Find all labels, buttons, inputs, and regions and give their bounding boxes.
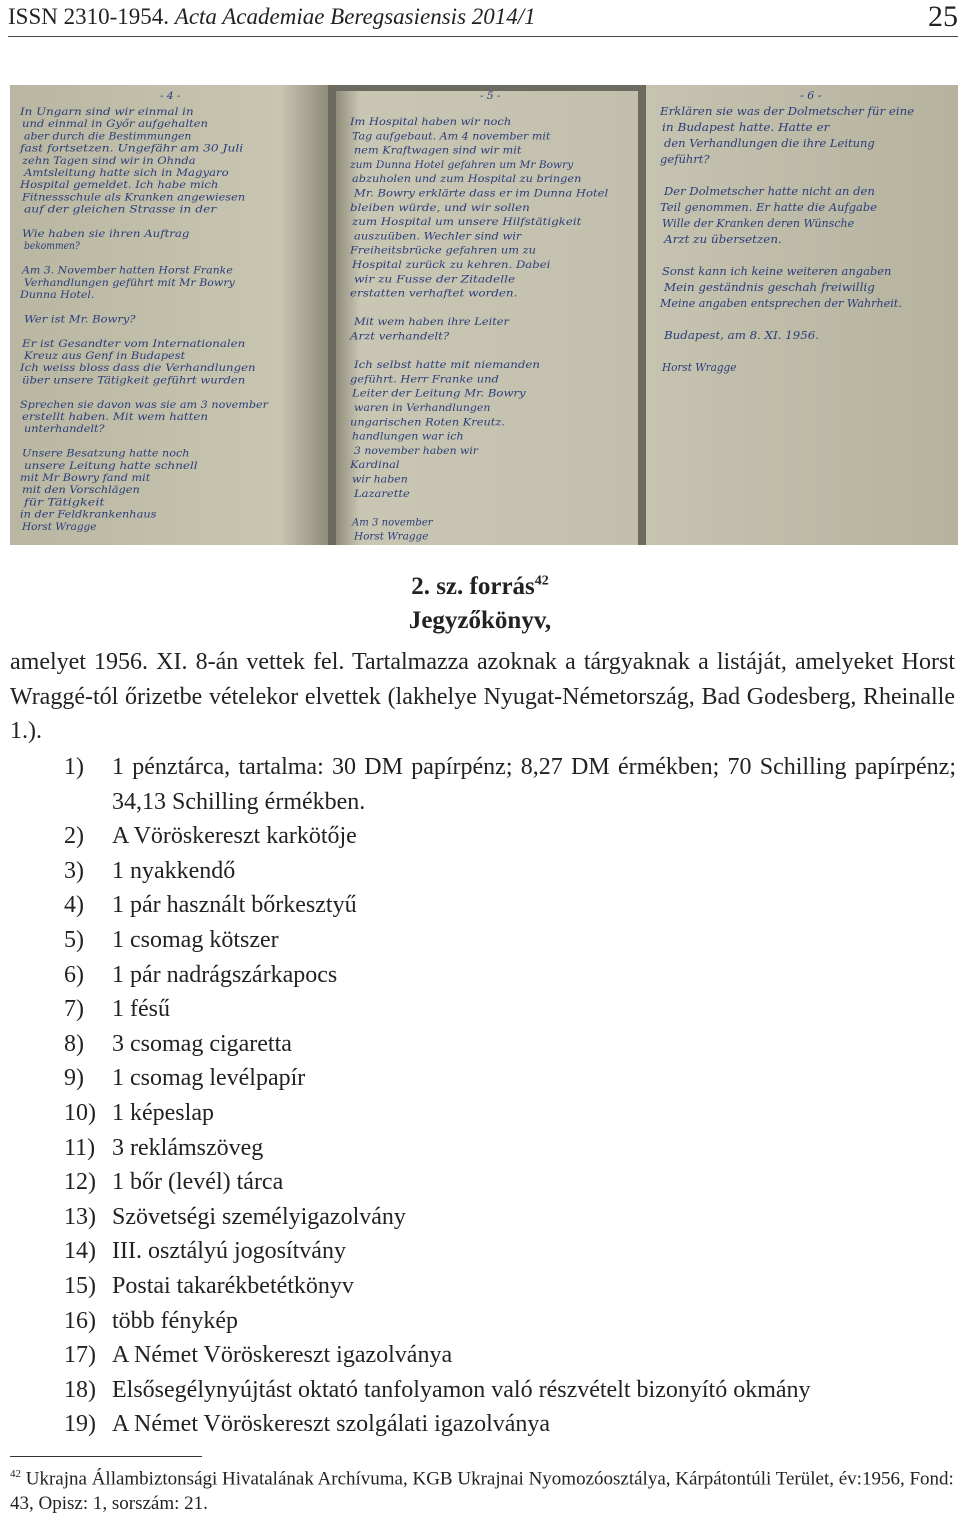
handwritten-line: Am 3. November hatten Horst Franke xyxy=(20,264,233,277)
item-text: A Vöröskereszt karkötője xyxy=(112,823,357,850)
list-item xyxy=(64,923,956,958)
handwritten-line: Wer ist Mr. Bowry? xyxy=(24,313,136,326)
item-text: III. osztályú jogosítvány xyxy=(112,1238,346,1265)
handwritten-line: 3 november haben wir xyxy=(354,444,480,457)
handwritten-line: Mit wem haben ihre Leiter xyxy=(352,316,511,329)
handwritten-line: Sonst kann ich keine weiteren angaben xyxy=(662,265,892,278)
handwritten-line: Lazarette xyxy=(352,487,410,500)
item-text: több fénykép xyxy=(112,1307,238,1334)
handwritten-line: Kardinal xyxy=(348,459,400,472)
handwritten-line: Kreuz aus Genf in Budapest xyxy=(22,350,187,362)
handwritten-document-photo xyxy=(10,85,958,545)
list-item xyxy=(64,1338,956,1373)
handwritten-line: in Budapest hatte. Hatte er xyxy=(662,121,831,134)
item-text: 1 pénztárca, tartalma: 30 DM papírpénz; 8,27 DM érmékben; 70 Schilling papírpénz; 34,13 Schilling érmékben. xyxy=(112,754,956,815)
source-number-text: 2. sz. forrás xyxy=(411,573,535,600)
handwritten-line: Sprechen sie davon was sie am 3 november xyxy=(20,398,270,411)
list-item xyxy=(64,1407,956,1442)
item-text: 1 bőr (levél) tárca xyxy=(112,1169,284,1196)
item-number: 5) xyxy=(64,926,84,953)
item-number: 15) xyxy=(64,1272,96,1299)
handwritten-line: unterhandelt? xyxy=(24,423,105,436)
item-text: 1 csomag levélpapír xyxy=(112,1065,306,1092)
handwritten-line: unsere Leitung hatte schnell xyxy=(24,459,198,472)
item-number: 1) xyxy=(64,754,84,780)
item-number: 7) xyxy=(64,996,84,1023)
handwritten-line: erstatten verhaftet worden. xyxy=(350,287,518,300)
manuscript-page-number: - 5 - xyxy=(480,90,501,102)
handwritten-line: waren in Verhandlungen xyxy=(354,402,491,414)
handwritten-line: Mr. Bowry erklärte dass er im Dunna Hotel xyxy=(352,187,609,200)
handwritten-line: für Tätigkeit xyxy=(22,496,106,509)
list-item xyxy=(64,750,956,819)
footnote-rule xyxy=(10,1456,202,1457)
list-item xyxy=(64,992,956,1027)
list-item xyxy=(64,854,956,889)
footnote-text: Ukrajna Állambiztonsági Hivatalának Archívuma, KGB Ukrajnai Nyomozóosztálya, Kárpátontúli Terület, év:1956, Fond: 43, Opisz: 1, sorszám: 21. xyxy=(10,1468,954,1515)
item-text: Szövetségi személyigazolvány xyxy=(112,1203,406,1230)
handwritten-line: Hospital zurück zu kehren. Dabei xyxy=(350,259,551,271)
handwritten-line: Fitnessschule als Kranken angewiesen xyxy=(20,191,246,204)
footnote xyxy=(10,1462,960,1516)
handwritten-line: zum Hospital um unsere Hilfstätigkeit xyxy=(350,216,583,229)
handwritten-line: den Verhandlungen die ihre Leitung xyxy=(664,137,875,150)
handwritten-line: Freiheitsbrücke gefahren um zu xyxy=(348,244,537,257)
handwritten-line: und einmal in Győr aufgehalten xyxy=(22,118,191,131)
list-item xyxy=(64,888,956,923)
item-number: 3) xyxy=(64,857,84,884)
item-text: A Német Vöröskereszt igazolványa xyxy=(112,1342,453,1369)
intro-paragraph: amelyet 1956. XI. 8-án vettek fel. Tartalmazza azoknak a tárgyaknak a listáját, amelyeket Horst Wraggé-tól őrizetbe vételekor elvettek (lakhelye Nyugat-Németország, Bad Godesberg, Rheinalle 1.). xyxy=(10,649,955,744)
handwritten-line: Unsere Besatzung hatte noch xyxy=(22,447,190,460)
handwritten-line: In Ungarn sind wir einmal in xyxy=(18,106,194,118)
handwritten-line: Am 3 november xyxy=(351,516,434,529)
item-number: 11) xyxy=(64,1134,96,1161)
handwritten-line: geführt. Herr Franke und xyxy=(350,373,500,386)
page-header xyxy=(8,2,958,36)
item-number: 4) xyxy=(64,892,84,919)
handwritten-line: Hospital gemeldet. Ich habe mich xyxy=(18,179,219,192)
item-text: 1 nyakkendő xyxy=(112,857,236,884)
handwritten-line: bleiben würde, und wir sollen xyxy=(350,201,531,214)
handwritten-line: nem Kraftwagen sind wir mit xyxy=(354,144,523,157)
handwritten-line: Verhandlungen geführt mit Mr Bowry xyxy=(24,276,236,289)
handwritten-line: abzuholen und zum Hospital zu bringen xyxy=(352,173,582,186)
document-title: Jegyzőkönyv, xyxy=(408,607,552,634)
item-text: Postai takarékbetétkönyv xyxy=(112,1272,354,1299)
handwritten-line: wir zu Fusse der Zitadelle xyxy=(354,273,516,286)
handwritten-line: ungarischen Roten Kreutz. xyxy=(350,416,505,429)
list-item xyxy=(64,1061,956,1096)
handwritten-line: fast fortsetzen. Ungefähr am 30 Juli xyxy=(18,142,244,155)
item-text: 1 pár nadrágszárkapocs xyxy=(112,961,338,988)
handwritten-line: Erklären sie was der Dolmetscher für eine xyxy=(658,105,915,118)
handwritten-line: Horst Wragge xyxy=(21,520,97,533)
handwritten-line: aber durch die Bestimmungen xyxy=(24,130,192,143)
handwritten-line: über unsere Tätigkeit geführt wurden xyxy=(22,374,246,387)
journal-line xyxy=(8,4,536,30)
handwritten-line: Teil genommen. Er hatte die Aufgabe xyxy=(660,201,878,214)
item-number: 8) xyxy=(64,1030,84,1057)
list-item xyxy=(64,1096,956,1131)
page-number: 25 xyxy=(928,0,958,33)
list-item xyxy=(64,1131,956,1166)
handwritten-line: in der Feldkrankenhaus xyxy=(20,508,158,521)
list-item xyxy=(64,1027,956,1062)
handwritten-line: zum Dunna Hotel gefahren um Mr Bowry xyxy=(348,158,575,171)
list-item xyxy=(64,1373,956,1408)
item-number: 14) xyxy=(64,1238,96,1265)
handwritten-line: mit den Vorschlägen xyxy=(22,484,141,497)
handwritten-line: wir haben xyxy=(352,473,409,486)
handwritten-line: Ich selbst hatte mit niemanden xyxy=(352,359,541,372)
handwritten-line: geführt? xyxy=(660,153,710,166)
handwritten-line: Tag aufgebaut. Am 4 november mit xyxy=(352,130,552,143)
handwritten-line: Budapest, am 8. XI. 1956. xyxy=(662,329,819,342)
handwritten-line: Mein geständnis geschah freiwillig xyxy=(662,281,875,294)
list-item xyxy=(64,1200,956,1235)
handwritten-line: mit Mr Bowry fand mit xyxy=(20,472,152,484)
handwritten-line: Leiter der Leitung Mr. Bowry xyxy=(350,387,527,400)
handwritten-line: erstellt haben. Mit wem hatten xyxy=(22,411,209,423)
handwritten-line: auszuüben. Wechler sind wir xyxy=(354,230,523,243)
item-text: 1 pár használt bőrkesztyű xyxy=(112,892,357,919)
handwritten-line: Amtsleitung hatte sich in Magyaro xyxy=(22,167,229,179)
item-text: 1 képeslap xyxy=(112,1099,214,1126)
header-rule xyxy=(8,36,958,37)
confiscated-items-list xyxy=(64,750,956,1442)
source-number xyxy=(0,573,960,601)
handwritten-line: Der Dolmetscher hatte nicht an den xyxy=(662,185,875,198)
item-number: 9) xyxy=(64,1065,84,1092)
handwritten-line: bekommen? xyxy=(24,240,81,253)
item-text: 3 csomag cigaretta xyxy=(112,1030,292,1057)
item-text: 1 fésű xyxy=(112,996,170,1023)
item-number: 10) xyxy=(64,1099,96,1126)
item-number: 18) xyxy=(64,1376,96,1403)
item-number: 6) xyxy=(64,961,84,988)
list-item xyxy=(64,1304,956,1339)
item-text: A Német Vöröskereszt szolgálati igazolványa xyxy=(112,1411,551,1438)
handwritten-line: Meine angaben entsprechen der Wahrheit. xyxy=(658,297,902,310)
footnote-ref: 42 xyxy=(534,573,549,589)
list-item xyxy=(64,1234,956,1269)
handwritten-line: Horst Wragge xyxy=(353,530,429,543)
handwritten-line: Arzt verhandelt? xyxy=(348,330,450,343)
handwritten-line: Er ist Gesandter vom Internationalen xyxy=(20,337,246,350)
list-item xyxy=(64,1269,956,1304)
item-number: 2) xyxy=(64,823,84,850)
handwritten-line: Ich weiss bloss dass die Verhandlungen xyxy=(18,362,256,375)
handwritten-line: Horst Wragge xyxy=(661,361,737,374)
handwritten-line: Dunna Hotel. xyxy=(18,289,95,301)
manuscript-page-number: - 4 - xyxy=(160,90,181,102)
manuscript-page-number: - 6 - xyxy=(800,89,822,102)
handwritten-line: zehn Tagen sind wir in Ohnda xyxy=(20,154,196,167)
item-number: 16) xyxy=(64,1307,96,1334)
handwritten-line: handlungen war ich xyxy=(352,430,464,443)
item-text: 3 reklámszöveg xyxy=(112,1134,264,1161)
handwritten-line: Wille der Kranken deren Wünsche xyxy=(662,217,855,230)
item-text: Elsősegélynyújtást oktató tanfolyamon való részvételt bizonyító okmány xyxy=(112,1376,811,1403)
item-number: 12) xyxy=(64,1169,96,1196)
item-number: 17) xyxy=(64,1342,96,1369)
handwritten-line: Wie haben sie ihren Auftrag xyxy=(22,228,190,240)
journal-name: Acta Academiae Beregsasiensis 2014/1 xyxy=(174,4,536,29)
list-item xyxy=(64,1165,956,1200)
handwritten-line: Arzt zu übersetzen. xyxy=(662,233,782,246)
issn: ISSN 2310-1954. xyxy=(8,4,170,29)
item-number: 19) xyxy=(64,1411,96,1438)
handwritten-line: auf der gleichen Strasse in der xyxy=(24,203,218,216)
footnote-marker: 42 xyxy=(10,1468,21,1480)
handwritten-line: Im Hospital haben wir noch xyxy=(348,116,512,128)
list-item xyxy=(64,958,956,993)
list-item xyxy=(64,819,956,854)
item-text: 1 csomag kötszer xyxy=(112,926,279,953)
item-number: 13) xyxy=(64,1203,96,1230)
